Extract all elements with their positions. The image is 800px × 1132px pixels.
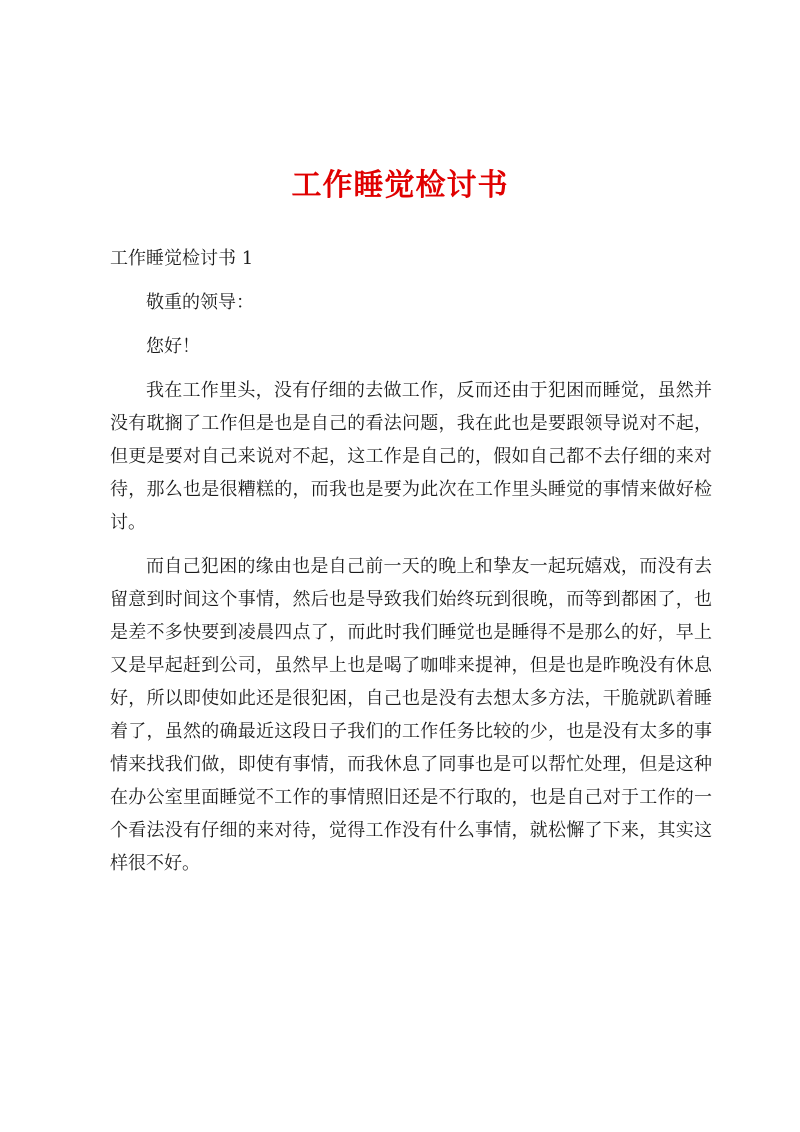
document-title: 工作睡觉检讨书 [291, 168, 509, 203]
salutation: 敬重的领导： [146, 292, 254, 313]
greeting: 您好！ [146, 336, 200, 357]
body-paragraph: 我在工作里头，没有仔细的去做工作，反而还由于犯困而睡觉，虽然并没有耽搁了工作但是也是自己的看法问题，我在此也是要跟领导说对不起，但更是要对自己来说对不起，这工作是自己的，假如自己都不去仔细的来对待，那么也是很糟糕的，而我也是要为此次在工作里头睡觉的事情来做好检讨。 [110, 380, 712, 533]
section-heading: 工作睡觉检讨书 1 [110, 248, 254, 269]
body-paragraph: 而自己犯困的缘由也是自己前一天的晚上和挚友一起玩嬉戏，而没有去留意到时间这个事情，然后也是导致我们始终玩到很晚，而等到都困了，也是差不多快要到凌晨四点了，而此时我们睡觉也是睡得不是那么的好，早上又是早起赶到公司，虽然早上也是喝了咖啡来提神，但是也是昨晚没有休息好，所以即使如此还是很犯困，自己也是没有去想太多方法，干脆就趴着睡着了，虽然的确最近这段日子我们的工作任务比较的少，也是没有太多的事情来找我们做，即使有事情，而我休息了同事也是可以帮忙处理，但是这种在办公室里面睡觉不工作的事情照旧还是不行取的，也是自己对于工作的一个看法没有仔细的来对待，觉得工作没有什么事情，就松懈了下来，其实这样很不好。 [110, 556, 712, 874]
document-body [110, 242, 712, 891]
